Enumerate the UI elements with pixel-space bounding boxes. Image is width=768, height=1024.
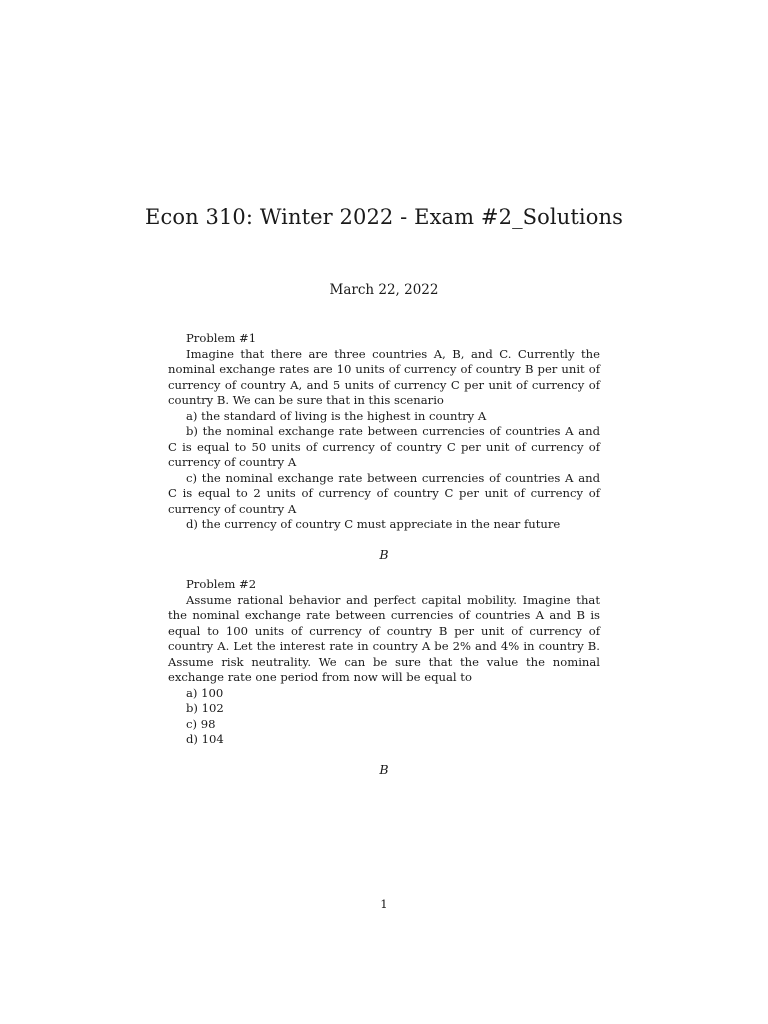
problem-2-option-a: a) 100 (186, 685, 224, 700)
problem-1-stem: Imagine that there are three countries A, B, and C. Currently the nominal exchange rates are 10 units of currency of country B per unit of currency of country A, and 5 units of currency C per unit of currency of country B. We can be sure that in this scenario (168, 346, 600, 407)
problem-2 (168, 577, 600, 748)
problem-1-answer: B (379, 547, 389, 562)
problem-2-answer: B (379, 762, 389, 777)
document-date: March 22, 2022 (329, 282, 439, 298)
problem-2-option-c: c) 98 (186, 716, 216, 731)
document-title: Econ 310: Winter 2022 - Exam #2_Solutions (145, 205, 623, 229)
problem-1-option-a: a) the standard of living is the highest in country A (186, 408, 487, 423)
problem-2-options (168, 686, 600, 748)
problem-2-option-b: b) 102 (186, 701, 224, 715)
problem-2-option-d: d) 104 (186, 732, 224, 746)
problem-1-options (168, 409, 600, 533)
problem-2-stem: Assume rational behavior and perfect capital mobility. Imagine that the nominal exchange rate between currencies of countries A and B is equal to 100 units of currency of country B per unit of currency of country A. Let the interest rate in country A be 2% and 4% in country B. Assume risk neutrality. We can be sure that the value the nominal exchange rate one period from now will be equal to (168, 592, 600, 684)
problem-2-heading: Problem #2 (186, 577, 257, 591)
page-number: 1 (380, 897, 388, 911)
problem-1 (168, 331, 600, 533)
problem-1-option-c: c) the nominal exchange rate between currencies of countries A and C is equal to 2 units of currency of country C per unit of currency of currency of country A (168, 470, 600, 516)
problem-1-option-d: d) the currency of country C must appreciate in the near future (186, 517, 561, 531)
problem-1-heading: Problem #1 (186, 331, 257, 345)
problem-1-option-b: b) the nominal exchange rate between currencies of countries A and C is equal to 50 units of currency of country C per unit of currency of currency of country A (168, 424, 600, 469)
